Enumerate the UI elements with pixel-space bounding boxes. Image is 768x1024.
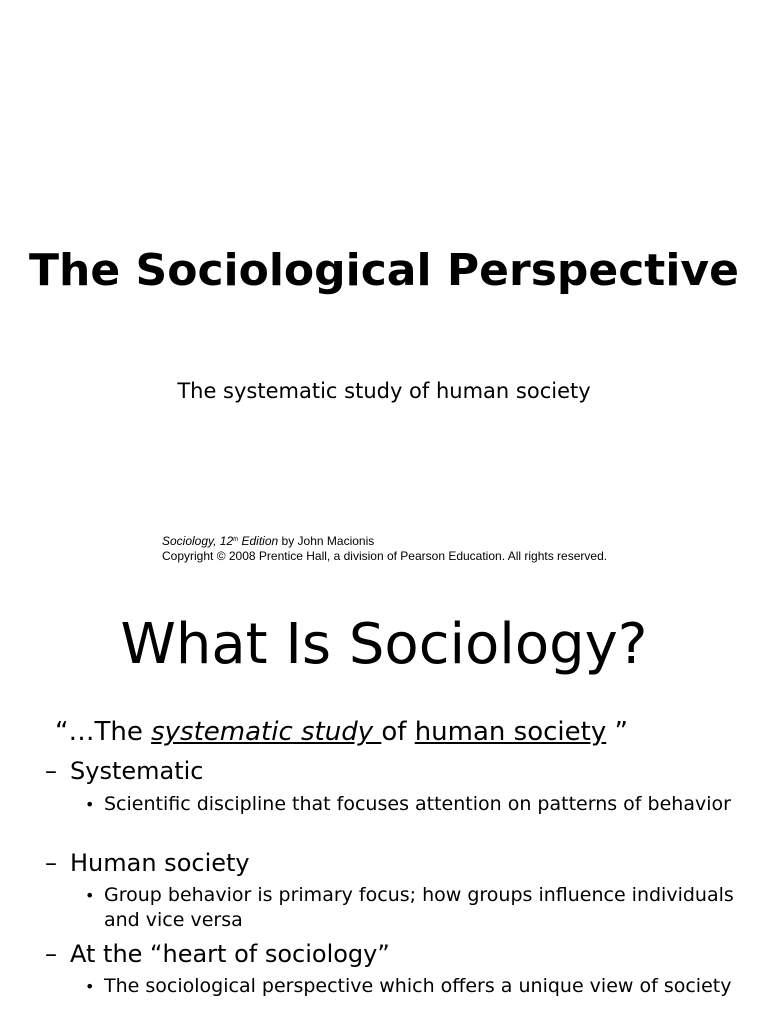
edition-superscript: th: [233, 537, 239, 543]
credits-block: [162, 533, 607, 564]
sub-list-text: The sociological perspective which offers a unique view of society: [104, 975, 732, 997]
slide-heading: What Is Sociology?: [120, 612, 648, 677]
book-title: Sociology, 12: [162, 534, 234, 548]
quote-emphasis: systematic study: [151, 717, 382, 747]
sub-list-item: [85, 974, 735, 999]
book-credit-line: [162, 533, 607, 549]
list-item: [45, 848, 250, 878]
list-item-label: Systematic: [70, 757, 204, 785]
list-item: [45, 939, 390, 969]
bullet-marker: •: [85, 977, 95, 996]
bullet-marker: •: [85, 795, 95, 814]
edition-label: Edition: [238, 534, 279, 548]
sub-list-text: Scientific discipline that focuses attention on patterns of behavior: [104, 793, 731, 815]
copyright-line: Copyright © 2008 Prentice Hall, a division of Pearson Education. All rights reserved.: [162, 549, 608, 563]
content-slide: [0, 588, 768, 1024]
list-item-label: At the “heart of sociology”: [70, 940, 390, 968]
quote-middle: of: [381, 717, 415, 747]
quote-open: “…The: [55, 717, 152, 747]
quote-underlined: human society: [414, 717, 607, 747]
slide-title: The Sociological Perspective: [29, 245, 739, 296]
bullet-marker: •: [85, 886, 95, 905]
sub-list-item: [85, 883, 735, 933]
dash-marker: –: [45, 849, 57, 877]
sub-list-text: Group behavior is primary focus; how groups influence individuals and vice versa: [104, 884, 734, 931]
dash-marker: –: [45, 757, 57, 785]
list-item-label: Human society: [70, 849, 250, 877]
quote-close: ”: [606, 717, 628, 747]
slide-subtitle: The systematic study of human society: [177, 379, 591, 403]
definition-quote: [55, 716, 628, 748]
sub-list-item: [85, 792, 735, 817]
dash-marker: –: [45, 940, 57, 968]
list-item: [45, 756, 203, 786]
author-credit: by John Macionis: [278, 534, 375, 548]
